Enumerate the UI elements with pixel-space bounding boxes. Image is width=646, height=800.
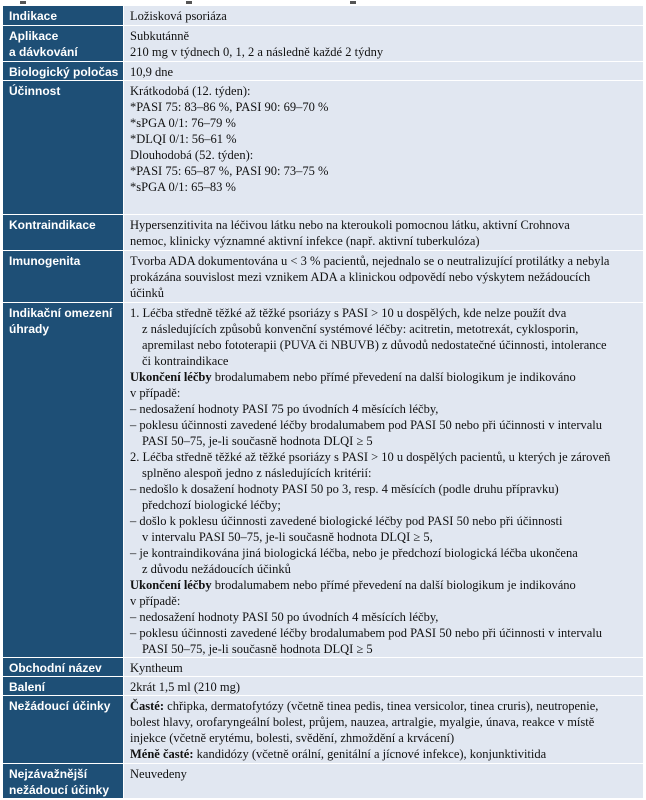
- value-line: *sPGA 0/1: 65–83 %: [130, 180, 236, 194]
- table-body: [3, 6, 644, 799]
- value-line: *sPGA 0/1: 76–79 %: [130, 116, 236, 130]
- row-label-line: Obchodní název: [9, 661, 102, 675]
- value-line: PASI 50–75, je-li současně hodnota DLQI ≥ 5: [142, 434, 373, 448]
- table-row: [3, 677, 644, 696]
- value-line: – poklesu účinnosti zavedené léčby brodalumabem pod PASI 50 nebo při účinnosti v intervalu: [130, 418, 603, 432]
- row-label-line: Kontraindikace: [9, 218, 96, 232]
- value-line: nemoc, klinicky významné aktivní infekce (např. aktivní tuberkulóza): [130, 234, 480, 248]
- row-label-line: a dávkování: [9, 45, 78, 59]
- row-label-line: nežádoucí účinky: [9, 783, 110, 797]
- value-line: Hypersenzitivita na léčivou látku nebo na kteroukoli pomocnou látku, aktivní Crohnova: [130, 218, 570, 232]
- row-label: [3, 251, 124, 303]
- row-label-line: Aplikace: [9, 29, 59, 43]
- value-line: účinků: [130, 286, 165, 300]
- row-label-line: Imunogenita: [9, 254, 81, 268]
- value-line: – poklesu účinnosti zavedené léčby brodalumabem pod PASI 50 nebo při účinnosti v intervalu: [130, 626, 603, 640]
- table-row: [3, 303, 644, 658]
- row-value: [124, 303, 644, 658]
- value-line: či kontraindikace: [142, 354, 229, 368]
- value-line: Krátkodobá (12. týden):: [130, 84, 251, 98]
- row-value: [124, 81, 644, 215]
- row-label-line: Indikace: [9, 9, 58, 23]
- row-value: [124, 26, 644, 62]
- value-line: 2krát 1,5 ml (210 mg): [130, 680, 241, 694]
- row-value: [124, 62, 644, 81]
- line-text: brodalumabem nebo přímé převedení na další biologikum je indikováno: [211, 578, 576, 592]
- value-line: bolest hlavy, orofaryngeální bolest, průjem, nauzea, artralgie, myalgie, únava, reakce v místě: [130, 715, 595, 729]
- table-row: [3, 215, 644, 251]
- value-line: Tvorba ADA dokumentována u < 3 % pacientů, nejednalo se o neutralizující protilátky a nebyla: [130, 254, 610, 268]
- value-line: splněno alespoň jedno z následujících kritérií:: [142, 466, 372, 480]
- drug-info-table: [2, 5, 644, 799]
- row-label-line: Biologický poločas: [9, 65, 119, 79]
- value-line: – je kontraindikována jiná biologická léčba, nebo je předchozí biologická léčba ukončena: [130, 546, 578, 560]
- value-line: 1. Léčba středně těžké až těžké psoriázy s PASI > 10 u dospělých, kde nelze použít dva: [130, 306, 567, 320]
- value-line: [130, 746, 637, 762]
- value-line: v intervalu PASI 50–75, je-li současně hodnota DLQI ≥ 5,: [142, 530, 433, 544]
- value-line: Ložisková psoriáza: [130, 9, 227, 23]
- row-label: [3, 215, 124, 251]
- row-label-line: Balení: [9, 680, 46, 694]
- value-line: *PASI 75: 83–86 %, PASI 90: 69–70 %: [130, 100, 329, 114]
- value-line: Kyntheum: [130, 661, 183, 675]
- row-label: [3, 658, 124, 677]
- bold-lead: Časté:: [130, 699, 165, 713]
- row-label-line: Indikační omezení: [9, 306, 113, 320]
- row-label-line: úhrady: [9, 322, 50, 336]
- table-row: [3, 62, 644, 81]
- value-line: injekce (včetně erytému, bolesti, svědění, zhmoždění a krvácení): [130, 731, 455, 745]
- table-row: [3, 658, 644, 677]
- row-value: [124, 251, 644, 303]
- row-value: [124, 696, 644, 764]
- value-line: 210 mg v týdnech 0, 1, 2 a následně každé 2 týdny: [130, 45, 384, 59]
- row-label-line: Nežádoucí účinky: [9, 699, 111, 713]
- table-row: [3, 6, 644, 26]
- value-line: 2. Léčba středně těžké až těžké psoriázy s PASI > 10 u dospělých pacientů, u kterých je zároveň: [130, 450, 611, 464]
- value-line: apremilast nebo fototerapii (PUVA či NBUVB) z důvodů nedostatečné účinnosti, intolerance: [142, 338, 607, 352]
- row-label: [3, 62, 124, 81]
- value-line: z následujících způsobů konvenční systémové léčby: acitretin, metotrexát, cyklosporin,: [142, 322, 579, 336]
- row-value: [124, 658, 644, 677]
- line-text: chřipka, dermatofytózy (včetně tinea pedis, tinea versicolor, tinea cruris), neutropenie,: [164, 699, 599, 713]
- row-value: [124, 677, 644, 696]
- value-line: *PASI 75: 65–87 %, PASI 90: 73–75 %: [130, 164, 329, 178]
- value-line: Neuvedeny: [130, 767, 187, 781]
- value-line: v případě:: [130, 594, 181, 608]
- row-label-line: Nejzávažnější: [9, 767, 88, 781]
- row-label: [3, 6, 124, 26]
- cropped-header-fragment: [0, 0, 646, 4]
- bold-lead: Ukončení léčby: [130, 578, 212, 592]
- value-line: – došlo k poklesu účinnosti zavedené biologické léčby pod PASI 50 nebo při účinnosti: [130, 514, 563, 528]
- value-line: [130, 577, 637, 593]
- table-row: [3, 81, 644, 215]
- value-line: – nedosažení hodnoty PASI 50 po úvodních 4 měsících léčby,: [130, 610, 439, 624]
- value-line: – nedošlo k dosažení hodnoty PASI 50 po 3, resp. 4 měsících (podle druhu přípravku): [130, 482, 559, 496]
- table-row: [3, 764, 644, 799]
- line-text: kandidózy (včetně orální, genitální a jícnové infekce), konjunktivitida: [193, 747, 547, 761]
- row-label: [3, 303, 124, 658]
- value-line: 10,9 dne: [130, 65, 174, 79]
- row-value: [124, 215, 644, 251]
- value-line: předchozí biologické léčby;: [142, 498, 281, 512]
- bold-lead: Ukončení léčby: [130, 370, 212, 384]
- row-label: [3, 26, 124, 62]
- value-line: *DLQI 0/1: 56–61 %: [130, 132, 237, 146]
- row-label: [3, 764, 124, 799]
- value-line: prokázána souvislost mezi vznikem ADA a klinickou odpovědí nebo výskytem nežádoucích: [130, 270, 591, 284]
- value-line: [130, 698, 637, 714]
- row-value: [124, 764, 644, 799]
- value-line: Dlouhodobá (52. týden):: [130, 148, 254, 162]
- row-value: [124, 6, 644, 26]
- value-line: – nedosažení hodnoty PASI 75 po úvodních 4 měsících léčby,: [130, 402, 439, 416]
- value-line: v případě:: [130, 386, 181, 400]
- line-text: brodalumabem nebo přímé převedení na další biologikum je indikováno: [211, 370, 576, 384]
- table-row: [3, 251, 644, 303]
- value-line: Subkutánně: [130, 29, 190, 43]
- table-row: [3, 26, 644, 62]
- value-line: z důvodu nežádoucích účinků: [142, 562, 291, 576]
- table-row: [3, 696, 644, 764]
- row-label-line: Účinnost: [9, 84, 61, 98]
- value-line: [130, 369, 637, 385]
- row-label: [3, 677, 124, 696]
- value-line: PASI 50–75, je-li současně hodnota DLQI ≥ 5: [142, 642, 373, 656]
- row-label: [3, 696, 124, 764]
- row-label: [3, 81, 124, 215]
- bold-lead: Méně časté:: [130, 747, 194, 761]
